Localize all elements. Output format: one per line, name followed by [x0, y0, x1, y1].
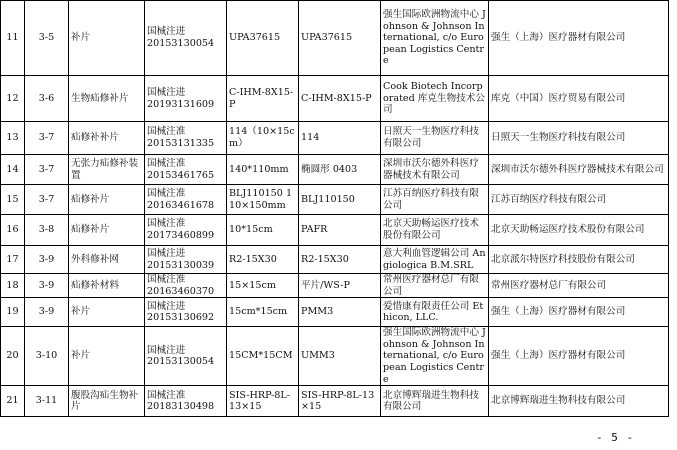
cell-name: 腹股沟疝生物补片: [69, 386, 145, 417]
table-row: [1, 327, 669, 386]
cell-num: 21: [1, 386, 25, 417]
cell-model: PAFR: [299, 215, 381, 246]
cell-model: UMM3: [299, 327, 381, 386]
cell-reg: 国械注准 20183130498: [145, 386, 227, 417]
cell-num: 16: [1, 215, 25, 246]
table-row: [1, 1, 669, 76]
cell-name: 无张力疝修补装置: [69, 155, 145, 185]
table-row: [1, 155, 669, 185]
cell-model: 椭圆形 0403: [299, 155, 381, 185]
cell-spec: SIS-HRP-8L-13×15: [227, 386, 299, 417]
cell-reg: 国械注准 20153461765: [145, 155, 227, 185]
cell-name: 生物疝修补片: [69, 76, 145, 122]
cell-reg: 国械注准 20163460370: [145, 274, 227, 298]
cell-code: 3-9: [25, 298, 69, 327]
table-body: [1, 1, 669, 417]
page-number: - 5 -: [596, 431, 635, 444]
cell-code: 3-8: [25, 215, 69, 246]
cell-name: 补片: [69, 1, 145, 76]
cell-spec: 15cm*15cm: [227, 298, 299, 327]
cell-code: 3-10: [25, 327, 69, 386]
cell-agent: 常州医疗器材总厂有限公司: [381, 274, 489, 298]
cell-code: 3-5: [25, 1, 69, 76]
cell-agent: 北京天助畅运医疗技术股份有限公司: [381, 215, 489, 246]
table-row: [1, 122, 669, 155]
cell-agent: 日照天一生物医疗科技有限公司: [381, 122, 489, 155]
cell-maker: 常州医疗器材总厂有限公司: [489, 274, 669, 298]
cell-reg: 国械注进 20153130039: [145, 246, 227, 274]
table-row: [1, 246, 669, 274]
cell-num: 11: [1, 1, 25, 76]
cell-num: 12: [1, 76, 25, 122]
cell-model: SIS-HRP-8L-13×15: [299, 386, 381, 417]
cell-spec: 15CM*15CM: [227, 327, 299, 386]
cell-spec: R2-15X30: [227, 246, 299, 274]
cell-model: R2-15X30: [299, 246, 381, 274]
cell-spec: 15×15cm: [227, 274, 299, 298]
cell-code: 3-7: [25, 122, 69, 155]
cell-code: 3-7: [25, 185, 69, 215]
cell-spec: BLJ110150 110×150mm: [227, 185, 299, 215]
cell-num: 14: [1, 155, 25, 185]
cell-maker: 强生（上海）医疗器材有限公司: [489, 1, 669, 76]
cell-spec: C-IHM-8X15-P: [227, 76, 299, 122]
cell-num: 17: [1, 246, 25, 274]
cell-maker: 强生（上海）医疗器材有限公司: [489, 298, 669, 327]
cell-maker: 北京天助畅运医疗技术股份有限公司: [489, 215, 669, 246]
cell-agent: 江苏百纳医疗科技有限公司: [381, 185, 489, 215]
table-row: [1, 386, 669, 417]
table-row: [1, 76, 669, 122]
cell-model: 平片/WS-P: [299, 274, 381, 298]
cell-reg: 国械注准 20173460899: [145, 215, 227, 246]
cell-code: 3-11: [25, 386, 69, 417]
cell-name: 疝修补片: [69, 215, 145, 246]
cell-name: 外科修补网: [69, 246, 145, 274]
cell-agent: 强生国际欧洲物流中心 Johnson & Johnson International, c/o European Logistics Centre: [381, 1, 489, 76]
cell-num: 19: [1, 298, 25, 327]
cell-name: 补片: [69, 298, 145, 327]
cell-reg: 国械注进 20153130692: [145, 298, 227, 327]
table-row: [1, 185, 669, 215]
cell-reg: 国械注进 20153130054: [145, 1, 227, 76]
cell-name: 补片: [69, 327, 145, 386]
cell-agent: Cook Biotech Incorporated 库克生物技术公司: [381, 76, 489, 122]
cell-maker: 北京派尔特医疗科技股份有限公司: [489, 246, 669, 274]
cell-agent: 深圳市沃尔德外科医疗器械技术有限公司: [381, 155, 489, 185]
cell-spec: 114（10×15cm）: [227, 122, 299, 155]
cell-num: 20: [1, 327, 25, 386]
cell-num: 18: [1, 274, 25, 298]
cell-code: 3-7: [25, 155, 69, 185]
cell-name: 疝修补片: [69, 185, 145, 215]
cell-reg: 国械注准 20163461678: [145, 185, 227, 215]
table-row: [1, 215, 669, 246]
cell-num: 13: [1, 122, 25, 155]
cell-agent: 意大利血管逻辑公司 Angiologica B.M.SRL: [381, 246, 489, 274]
table-row: [1, 298, 669, 327]
cell-maker: 库克（中国）医疗贸易有限公司: [489, 76, 669, 122]
cell-model: BLJ110150: [299, 185, 381, 215]
cell-spec: 10*15cm: [227, 215, 299, 246]
cell-code: 3-9: [25, 246, 69, 274]
cell-name: 疝修补补片: [69, 122, 145, 155]
cell-model: 114: [299, 122, 381, 155]
cell-agent: 强生国际欧洲物流中心 Johnson & Johnson International, c/o European Logistics Centre: [381, 327, 489, 386]
cell-agent: 爱惜康有限责任公司 Ethicon, LLC.: [381, 298, 489, 327]
table-row: [1, 274, 669, 298]
cell-name: 疝修补材料: [69, 274, 145, 298]
cell-reg: 国械注准 20153131335: [145, 122, 227, 155]
cell-code: 3-6: [25, 76, 69, 122]
cell-reg: 国械注进 20193131609: [145, 76, 227, 122]
cell-spec: 140*110mm: [227, 155, 299, 185]
cell-model: PMM3: [299, 298, 381, 327]
cell-maker: 江苏百纳医疗科技有限公司: [489, 185, 669, 215]
cell-spec: UPA37615: [227, 1, 299, 76]
cell-maker: 北京博辉瑞进生物科技有限公司: [489, 386, 669, 417]
cell-reg: 国械注进 20153130054: [145, 327, 227, 386]
cell-maker: 强生（上海）医疗器材有限公司: [489, 327, 669, 386]
cell-model: UPA37615: [299, 1, 381, 76]
cell-code: 3-9: [25, 274, 69, 298]
cell-model: C-IHM-8X15-P: [299, 76, 381, 122]
cell-maker: 深圳市沃尔德外科医疗器械技术有限公司: [489, 155, 669, 185]
cell-agent: 北京博辉瑞进生物科技有限公司: [381, 386, 489, 417]
cell-num: 15: [1, 185, 25, 215]
cell-maker: 日照天一生物医疗科技有限公司: [489, 122, 669, 155]
